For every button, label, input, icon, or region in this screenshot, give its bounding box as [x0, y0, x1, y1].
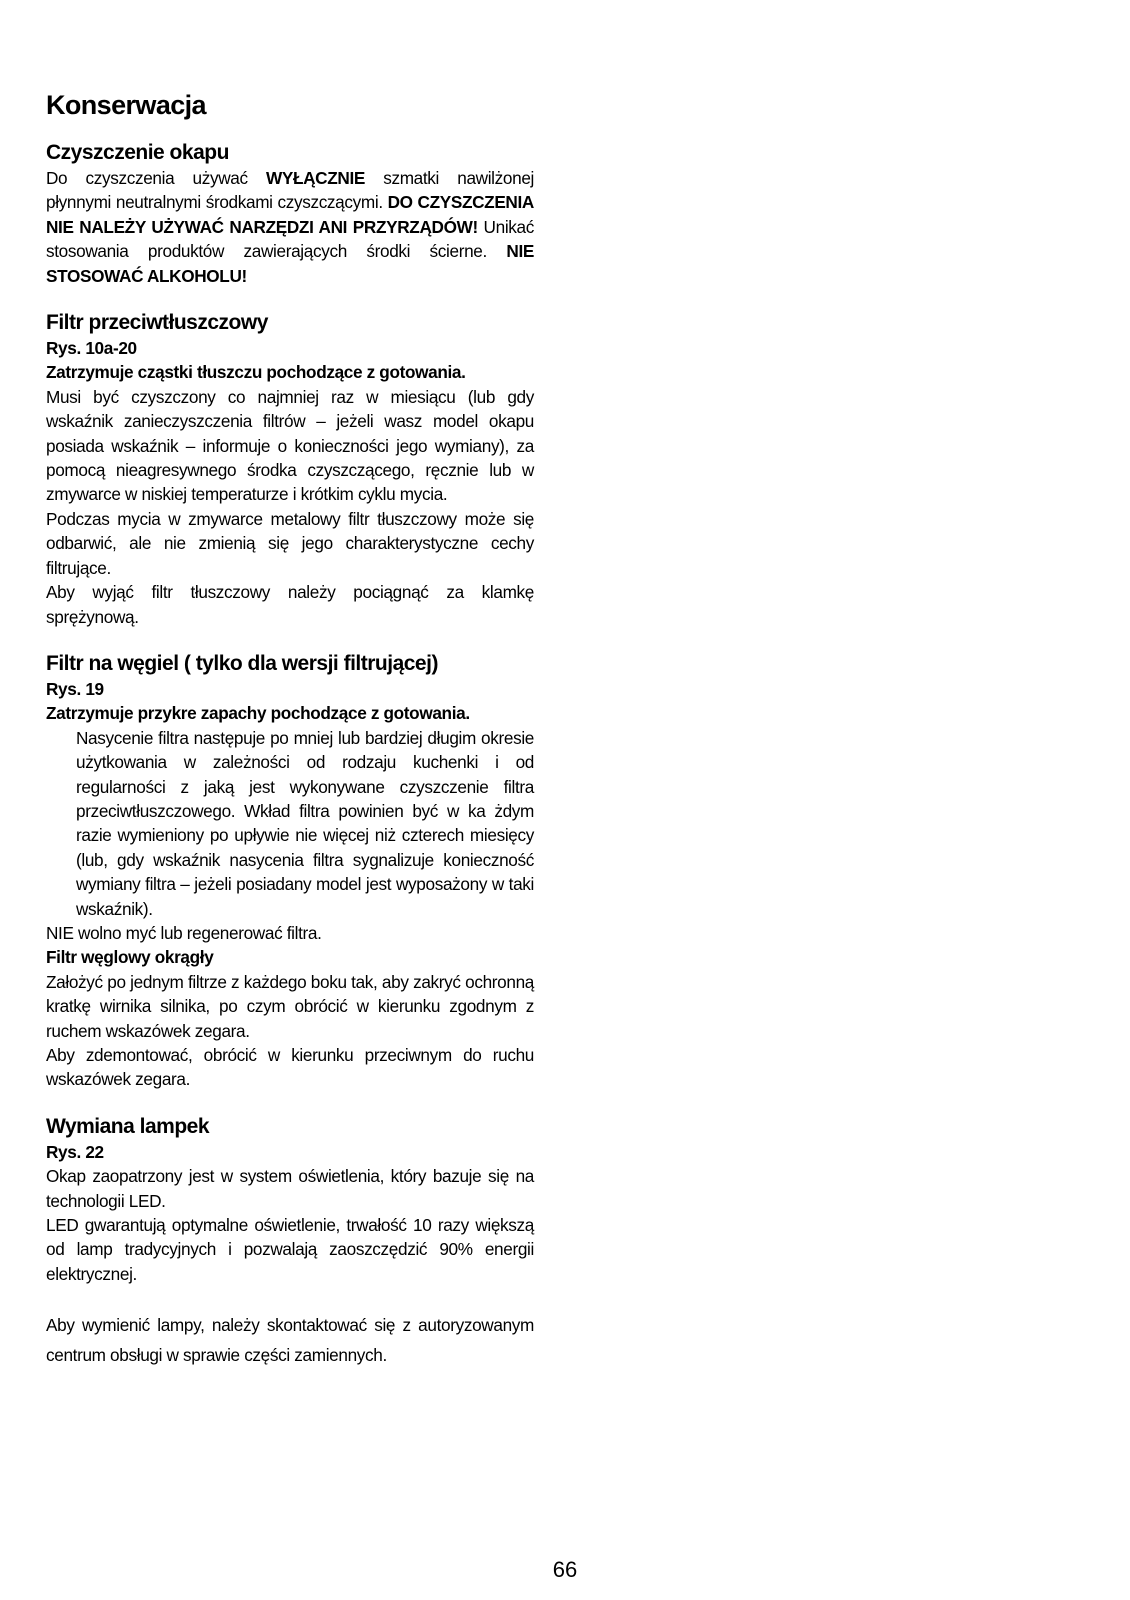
section-heading-grease-filter: Filtr przeciwtłuszczowy [46, 311, 268, 335]
page-title: Konserwacja [46, 90, 206, 120]
cleaning-text-1: Do czyszczenia używać [46, 168, 266, 188]
section-heading-carbon-filter: Filtr na węgiel ( tylko dla wersji filtrującej) [46, 651, 438, 675]
section-heading-lamps: Wymiana lampek [46, 1114, 210, 1138]
grease-filter-paragraph-3: Aby wyjąć filtr tłuszczowy należy pociągnąć za klamkę sprężynową. [46, 582, 534, 627]
figure-ref-grease-filter: Rys. 10a-20 [46, 338, 137, 359]
carbon-filter-paragraph-2: NIE wolno myć lub regenerować filtra. [46, 922, 322, 943]
cleaning-bold-2: DO CZYSZCZENIA NIE NALEŻY UŻYWAĆ NARZĘDZI ANI PRZYRZĄDÓW! [46, 192, 534, 237]
grease-filter-paragraph-1: Musi być czyszczony co najmniej raz w miesiącu (lub gdy wskaźnik zanieczyszczenia filtrów – jeżeli wasz model okapu posiada wskaźnik – informuje o konieczności jego wymiany), za pomocą nieagresywnego środka czyszczącego, ręcznie lub w zmywarce w niskiej temperaturze i krótkim cyklu mycia. [46, 386, 534, 505]
carbon-filter-paragraph-4: Aby zdemontować, obrócić w kierunku przeciwnym do ruchu wskazówek zegara. [46, 1045, 534, 1090]
lamps-paragraph-1: Okap zaopatrzony jest w system oświetlenia, który bazuje się na technologii LED. [46, 1166, 534, 1211]
lamps-paragraph-3: Aby wymienić lampy, należy skontaktować się z autoryzowanym centrum obsługi w sprawie części zamiennych. [46, 1315, 534, 1366]
cleaning-text-2: szmatki nawilżonej płynnymi neutralnymi środkami czyszczącymi. [46, 168, 534, 213]
carbon-filter-paragraph-1: Nasycenie filtra następuje po mniej lub bardziej długim okresie użytkowania w zależności od rodzaju kuchenki i od regularności z jaką jest wykonywane czyszczenie filtra przeciwtłuszczowego. Wkład filtra powinien być w ka żdym razie wymieniony po upływie nie więcej niż czterech miesięcy (lub, gdy wskaźnik nasycenia filtra sygnalizuje konieczność wymiany filtra – jeżeli posiadany model jest wyposażony w taki wskaźnik). [76, 727, 534, 919]
page-number: 66 [552, 1557, 578, 1582]
figure-ref-lamps: Rys. 22 [46, 1141, 104, 1162]
grease-filter-lead: Zatrzymuje cząstki tłuszczu pochodzące z gotowania. [46, 362, 466, 383]
cleaning-text-3: Unikać stosowania produktów zawierających środki ścierne. [46, 216, 534, 262]
cleaning-bold-1: WYŁĄCZNIE [265, 168, 365, 188]
text-column [46, 88, 534, 1370]
cleaning-paragraph [46, 166, 534, 288]
section-heading-cleaning: Czyszczenie okapu [46, 141, 229, 164]
cleaning-bold-3: NIE STOSOWAĆ ALKOHOLU! [46, 241, 534, 286]
grease-filter-paragraph-2: Podczas mycia w zmywarce metalowy filtr tłuszczowy może się odbarwić, ale nie zmienią się jego charakterystyczne cechy filtrujące. [46, 508, 534, 578]
round-carbon-filter-subheading: Filtr węglowy okrągły [46, 947, 214, 968]
lamps-paragraph-2: LED gwarantują optymalne oświetlenie, trwałość 10 razy większą od lamp tradycyjnych i pozwalają zaoszczędzić 90% energii elektrycznej. [46, 1215, 534, 1284]
carbon-filter-lead: Zatrzymuje przykre zapachy pochodzące z gotowania. [46, 703, 470, 724]
carbon-filter-paragraph-3: Założyć po jednym filtrze z każdego boku tak, aby zakryć ochronną kratkę wirnika silnika, po czym obrócić w kierunku zgodnym z ruchem wskazówek zegara. [46, 971, 534, 1041]
figure-ref-carbon-filter: Rys. 19 [46, 678, 104, 699]
